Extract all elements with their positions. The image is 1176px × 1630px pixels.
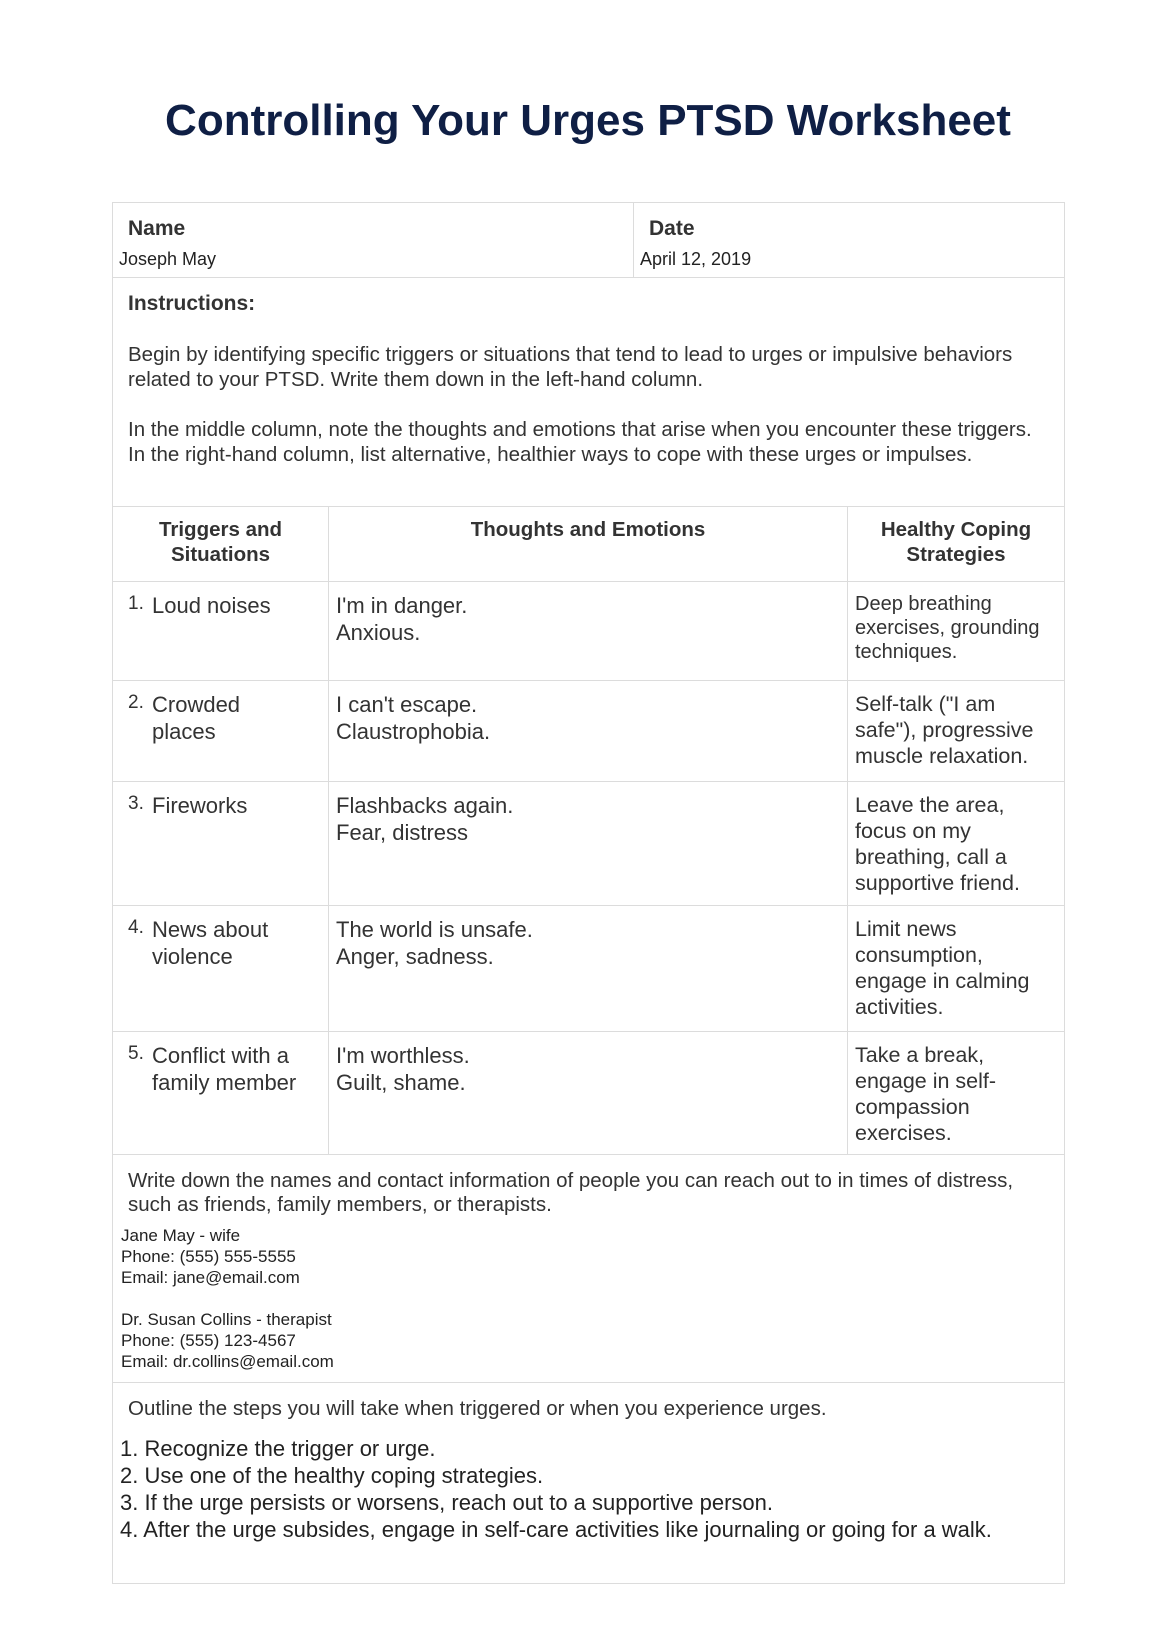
- contact-phone: Phone: (555) 123-4567: [121, 1331, 296, 1350]
- thoughts-cell[interactable]: [329, 582, 848, 680]
- trigger-cell[interactable]: [113, 582, 329, 680]
- trigger-text: News about violence: [152, 917, 269, 969]
- thoughts-cell[interactable]: [329, 1032, 848, 1154]
- trigger-cell[interactable]: [113, 1032, 329, 1154]
- contact-email: Email: dr.collins@email.com: [121, 1352, 334, 1371]
- coping-cell[interactable]: Leave the area, focus on my breathing, call a supportive friend.: [855, 793, 1020, 895]
- instructions-paragraph: Begin by identifying specific triggers or situations that tend to lead to urges or impulsive behaviors related to your PTSD. Write them down in the left-hand column.: [128, 343, 1013, 391]
- header-thoughts: Thoughts and Emotions: [329, 507, 848, 581]
- row-number: 3.: [128, 793, 144, 814]
- row-number: 4.: [128, 917, 144, 938]
- contact-name: Dr. Susan Collins - therapist: [121, 1310, 332, 1329]
- trigger-text: Loud noises: [152, 593, 271, 618]
- step-item: 4. After the urge subsides, engage in self-care activities like journaling or going for a walk.: [120, 1517, 992, 1542]
- date-cell: [634, 203, 1064, 277]
- steps-section: [113, 1383, 1064, 1583]
- emotion-text: Claustrophobia.: [336, 719, 491, 744]
- header-triggers: Triggers and Situations: [113, 507, 329, 581]
- instructions-paragraph: In the middle column, note the thoughts and emotions that arise when you encounter these triggers. In the right-hand column, list alternative, healthier ways to cope with these urges or impulses.: [128, 418, 1032, 466]
- trigger-cell[interactable]: [113, 906, 329, 1031]
- date-value[interactable]: April 12, 2019: [640, 249, 752, 269]
- contact-email: Email: jane@email.com: [121, 1268, 300, 1287]
- worksheet-title: Controlling Your Urges PTSD Worksheet: [165, 96, 1011, 145]
- table-header-row: [113, 507, 1064, 582]
- name-date-row: [113, 203, 1064, 278]
- coping-cell[interactable]: Self-talk ("I am safe"), progressive muscle relaxation.: [855, 692, 1034, 768]
- coping-cell[interactable]: Limit news consumption, engage in calming activities.: [855, 917, 1030, 1019]
- thought-text: I'm worthless.: [336, 1043, 470, 1068]
- trigger-text: Crowded places: [152, 692, 241, 744]
- thoughts-cell[interactable]: [329, 906, 848, 1031]
- thought-text: The world is unsafe.: [336, 917, 533, 942]
- contacts-prompt: Write down the names and contact information of people you can reach out to in times of distress, such as friends, family members, or therapists.: [128, 1169, 1014, 1216]
- trigger-cell[interactable]: [113, 681, 329, 781]
- step-item: 1. Recognize the trigger or urge.: [120, 1436, 436, 1461]
- row-number: 2.: [128, 692, 144, 713]
- thoughts-cell[interactable]: [329, 681, 848, 781]
- steps-prompt: Outline the steps you will take when triggered or when you experience urges.: [128, 1397, 827, 1420]
- thought-text: Flashbacks again.: [336, 793, 514, 818]
- emotion-text: Guilt, shame.: [336, 1070, 466, 1095]
- name-cell: [113, 203, 634, 277]
- coping-cell[interactable]: Deep breathing exercises, grounding techniques.: [855, 593, 1040, 663]
- trigger-cell[interactable]: [113, 782, 329, 905]
- thoughts-cell[interactable]: [329, 782, 848, 905]
- contact-phone: Phone: (555) 555-5555: [121, 1247, 296, 1266]
- thought-text: I can't escape.: [336, 692, 478, 717]
- worksheet: [112, 202, 1065, 1584]
- contact-entry[interactable]: [121, 1309, 1056, 1372]
- instructions-section: [113, 278, 1064, 507]
- steps-list[interactable]: [120, 1435, 1054, 1543]
- emotion-text: Fear, distress: [336, 820, 469, 845]
- row-number: 1.: [128, 593, 144, 614]
- contact-entry[interactable]: [121, 1225, 1056, 1288]
- emotion-text: Anger, sadness.: [336, 944, 494, 969]
- thought-text: I'm in danger.: [336, 593, 468, 618]
- table-row: [113, 1032, 1064, 1155]
- emotion-text: Anxious.: [336, 620, 421, 645]
- instructions-label: Instructions:: [128, 292, 256, 315]
- row-number: 5.: [128, 1043, 144, 1064]
- step-item: 3. If the urge persists or worsens, reach out to a supportive person.: [120, 1490, 774, 1515]
- name-value[interactable]: Joseph May: [119, 249, 217, 269]
- coping-cell[interactable]: Take a break, engage in self-compassion exercises.: [855, 1043, 997, 1145]
- table-row: [113, 906, 1064, 1032]
- table-row: [113, 582, 1064, 681]
- date-label: Date: [649, 217, 695, 240]
- name-label: Name: [128, 217, 186, 240]
- table-row: [113, 782, 1064, 906]
- header-coping: Healthy Coping Strategies: [880, 518, 1032, 566]
- trigger-text: Conflict with a family member: [152, 1043, 297, 1095]
- contacts-section: [113, 1155, 1064, 1383]
- table-row: [113, 681, 1064, 782]
- contact-name: Jane May - wife: [121, 1226, 241, 1245]
- trigger-text: Fireworks: [152, 793, 248, 818]
- step-item: 2. Use one of the healthy coping strategies.: [120, 1463, 544, 1488]
